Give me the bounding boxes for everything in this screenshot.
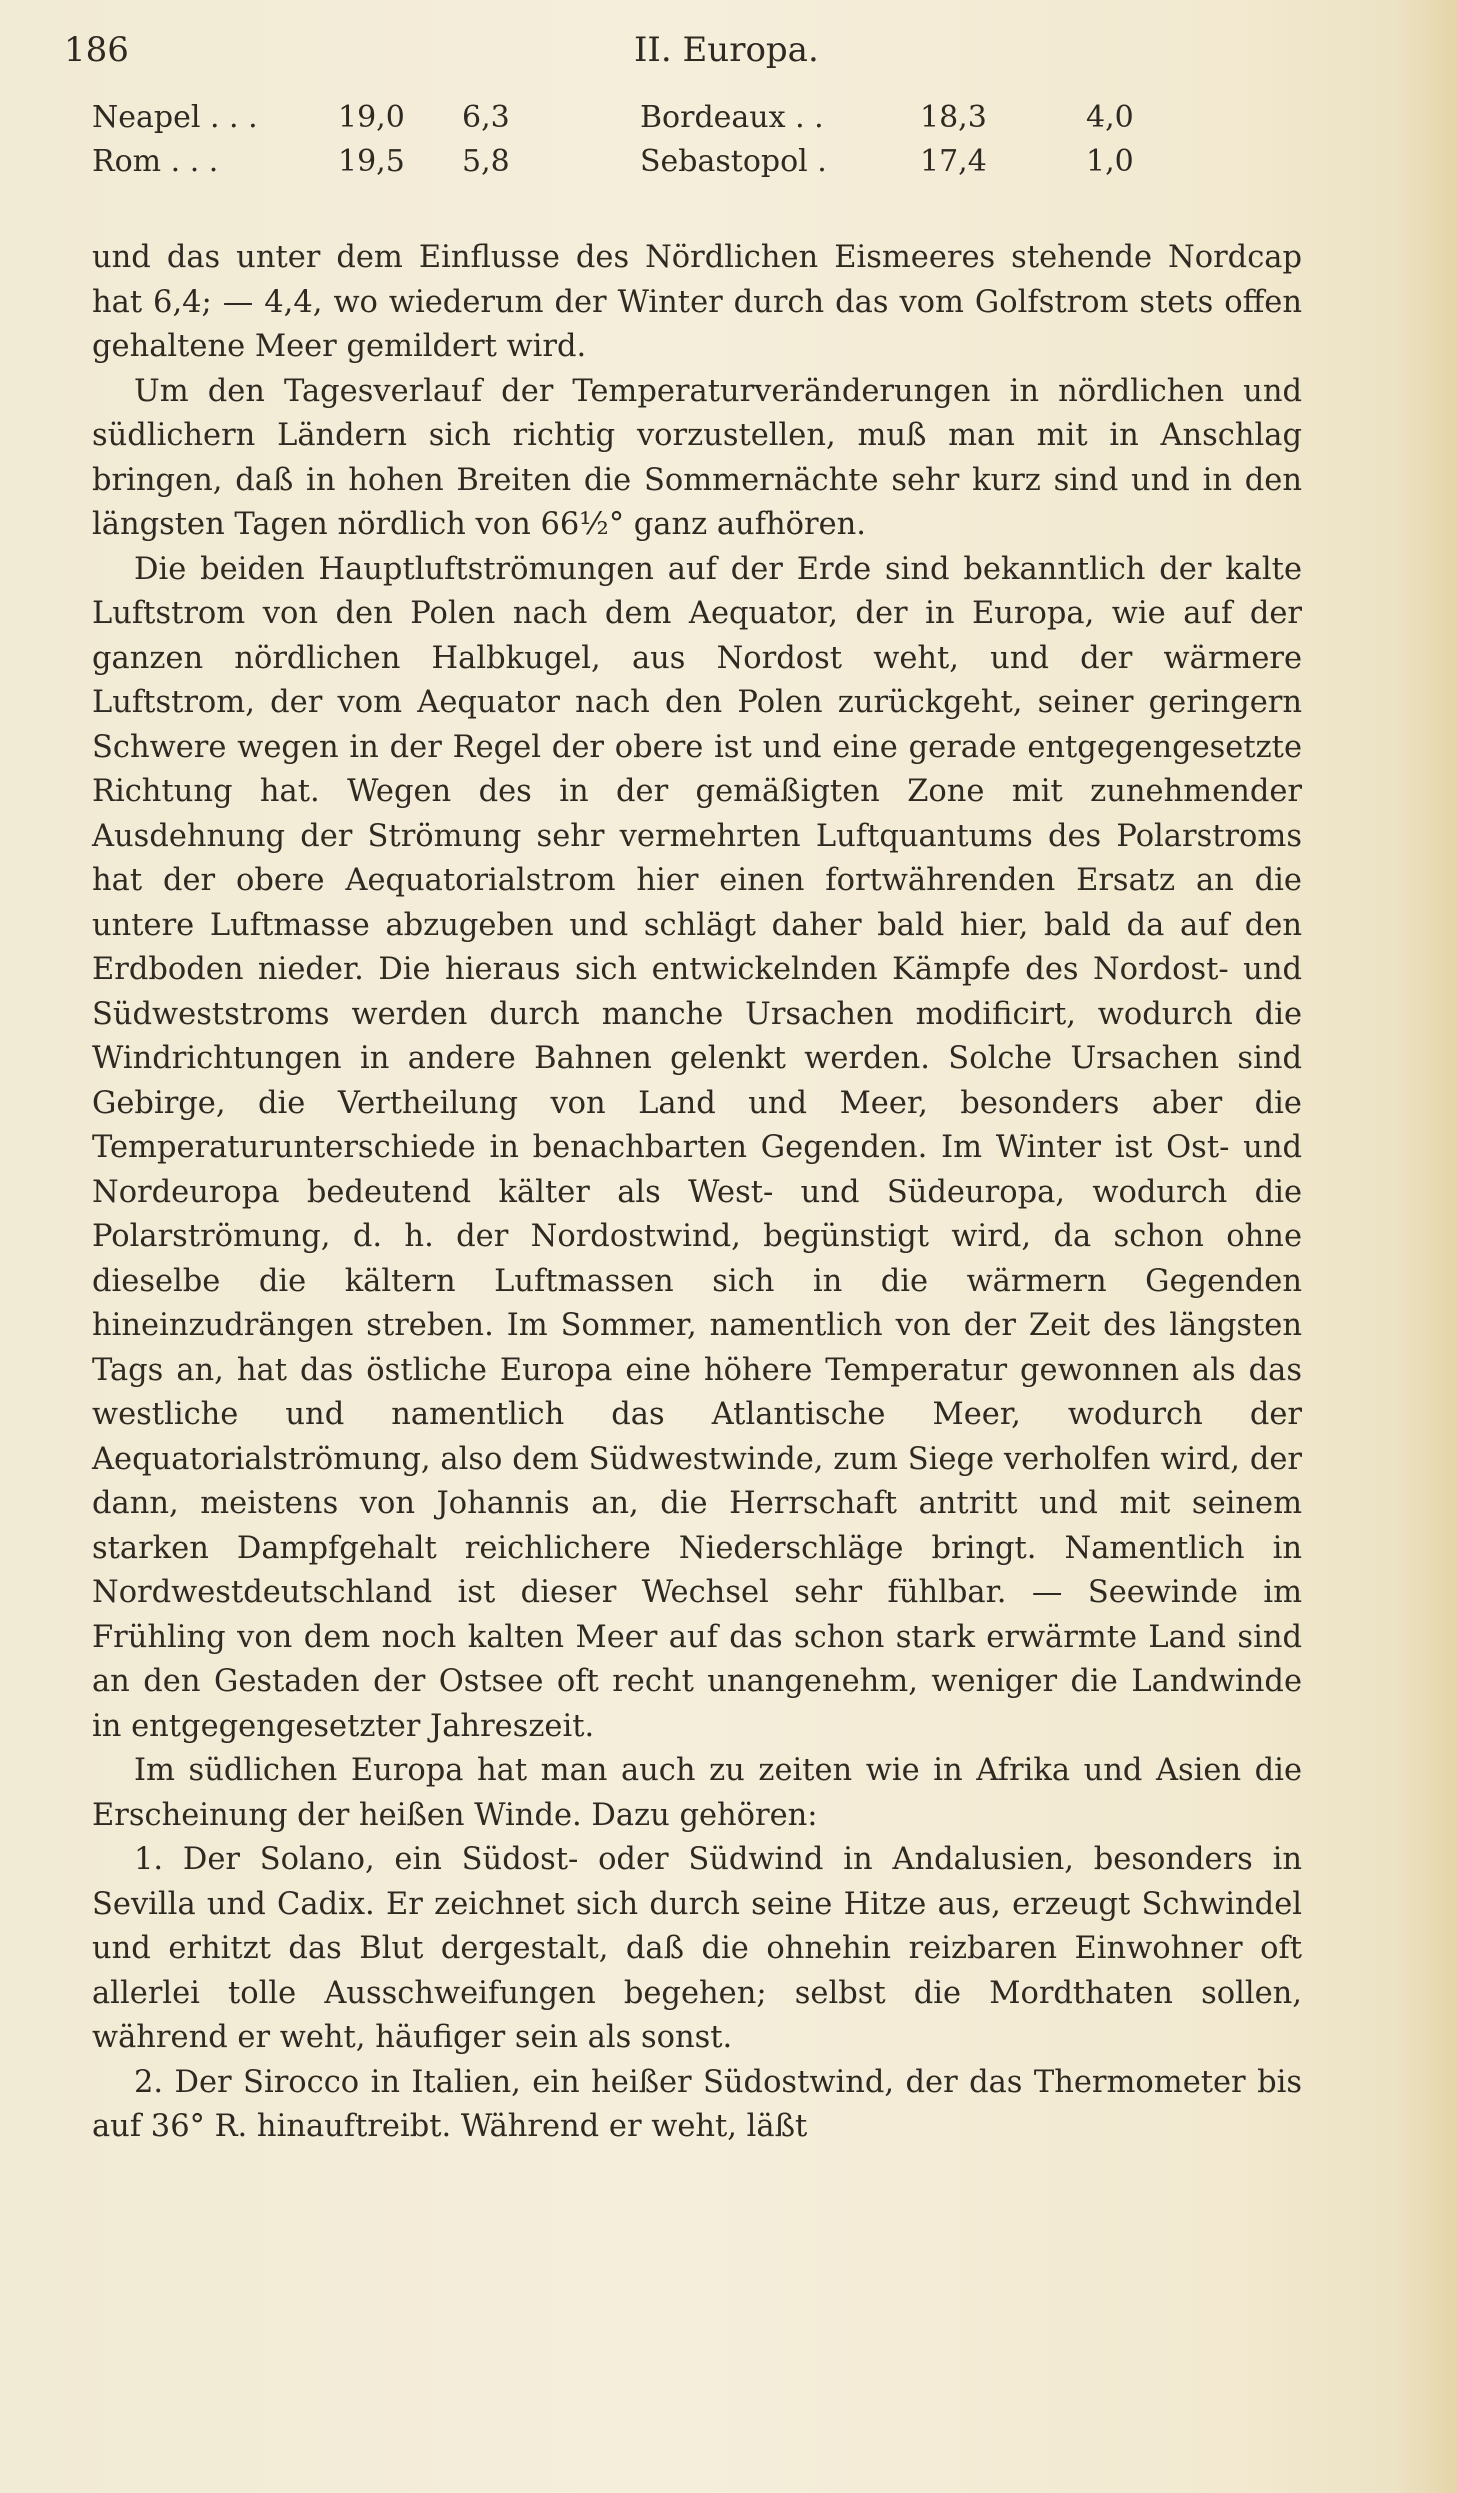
paragraph: Im südlichen Europa hat man auch zu zeiten wie in Afrika und Asien die Erscheinung der heißen Winde. Dazu gehören: <box>92 1753 1302 1833</box>
table-cell: Neapel . . . <box>92 100 258 135</box>
table-cell: Sebastopol . <box>640 144 827 179</box>
table-cell: Bordeaux . . <box>640 100 824 135</box>
table-cell: 1,0 <box>1086 144 1134 179</box>
paragraph: und das unter dem Einflusse des Nördlichen Eismeeres stehende Nordcap hat 6,4; — 4,4, wo wiederum der Winter durch das vom Golfstrom stets offen gehaltene Meer gemildert wird. <box>92 240 1302 364</box>
table-cell: 4,0 <box>1086 100 1134 135</box>
table-cell: 18,3 <box>920 100 987 135</box>
list-item: 2. Der Sirocco in Italien, ein heißer Südostwind, der das Thermometer bis auf 36° R. hinauftreibt. Während er weht, läßt <box>92 2064 1302 2144</box>
body-text <box>92 236 1302 2150</box>
running-title: II. Europa. <box>634 30 819 70</box>
paragraph: Um den Tagesverlauf der Temperaturveränderungen in nördlichen und südlichern Ländern sich richtig vorzustellen, muß man mit in Anschlag bringen, daß in hohen Breiten die Sommernächte sehr kurz sind und in den längsten Tagen nördlich von 66½° ganz aufhören. <box>92 373 1302 542</box>
table-row <box>92 144 1242 188</box>
table-cell: 19,0 <box>338 100 405 135</box>
list-item: 1. Der Solano, ein Südost- oder Südwind in Andalusien, besonders in Sevilla und Cadix. Er zeichnet sich durch seine Hitze aus, erzeugt Schwindel und erhitzt das Blut dergestalt, daß die ohnehin reizbaren Einwohner oft allerlei tolle Ausschweifungen begehen; selbst die Mordthaten sollen, während er weht, häufiger sein als sonst. <box>92 1842 1302 2055</box>
table-cell: 6,3 <box>462 100 510 135</box>
page-edge-shading <box>1397 0 1457 2493</box>
table-cell: 17,4 <box>920 144 987 179</box>
temperature-table <box>92 100 1242 188</box>
table-cell: 5,8 <box>462 144 510 179</box>
running-header <box>64 20 1364 80</box>
table-cell: 19,5 <box>338 144 405 179</box>
table-row <box>92 100 1242 144</box>
paragraph: Die beiden Hauptluftströmungen auf der Erde sind bekanntlich der kalte Luftstrom von den Polen nach dem Aequator, der in Europa, wie auf der ganzen nördlichen Halbkugel, aus Nordost weht, und der wärmere Luftstrom, der vom Aequator nach den Polen zurückgeht, seiner geringern Schwere wegen in der Regel der obere ist und eine gerade entgegengesetzte Richtung hat. Wegen des in der gemäßigten Zone mit zunehmender Ausdehnung der Strömung sehr vermehrten Luftquantums des Polarstroms hat der obere Aequatorialstrom hier einen fortwährenden Ersatz an die untere Luftmasse abzugeben und schlägt daher bald hier, bald da auf den Erdboden nieder. Die hieraus sich entwickelnden Kämpfe des Nordost- und Südweststroms werden durch manche Ursachen modificirt, wodurch die Windrichtungen in andere Bahnen gelenkt werden. Solche Ursachen sind Gebirge, die Vertheilung von Land und Meer, besonders aber die Temperaturunterschiede in benachbarten Gegenden. Im Winter ist Ost- und Nordeuropa bedeutend kälter als West- und Südeuropa, wodurch die Polarströmung, d. h. der Nordostwind, begünstigt wird, da schon ohne dieselbe die kältern Luftmassen sich in die wärmern Gegenden hineinzudrängen streben. Im Sommer, namentlich von der Zeit des längsten Tags an, hat das östliche Europa eine höhere Temperatur gewonnen als das westliche und namentlich das Atlantische Meer, wodurch der Aequatorialströmung, also dem Südwestwinde, zum Siege verholfen wird, der dann, meistens von Johannis an, die Herrschaft antritt und mit seinem starken Dampfgehalt reichlichere Niederschläge bringt. Namentlich in Nordwestdeutschland ist dieser Wechsel sehr fühlbar. — Seewinde im Frühling von dem noch kalten Meer auf das schon stark erwärmte Land sind an den Gestaden der Ostsee oft recht unangenehm, weniger die Landwinde in entgegengesetzter Jahreszeit. <box>92 551 1302 1744</box>
page-number: 186 <box>64 30 129 70</box>
table-cell: Rom . . . <box>92 144 219 179</box>
